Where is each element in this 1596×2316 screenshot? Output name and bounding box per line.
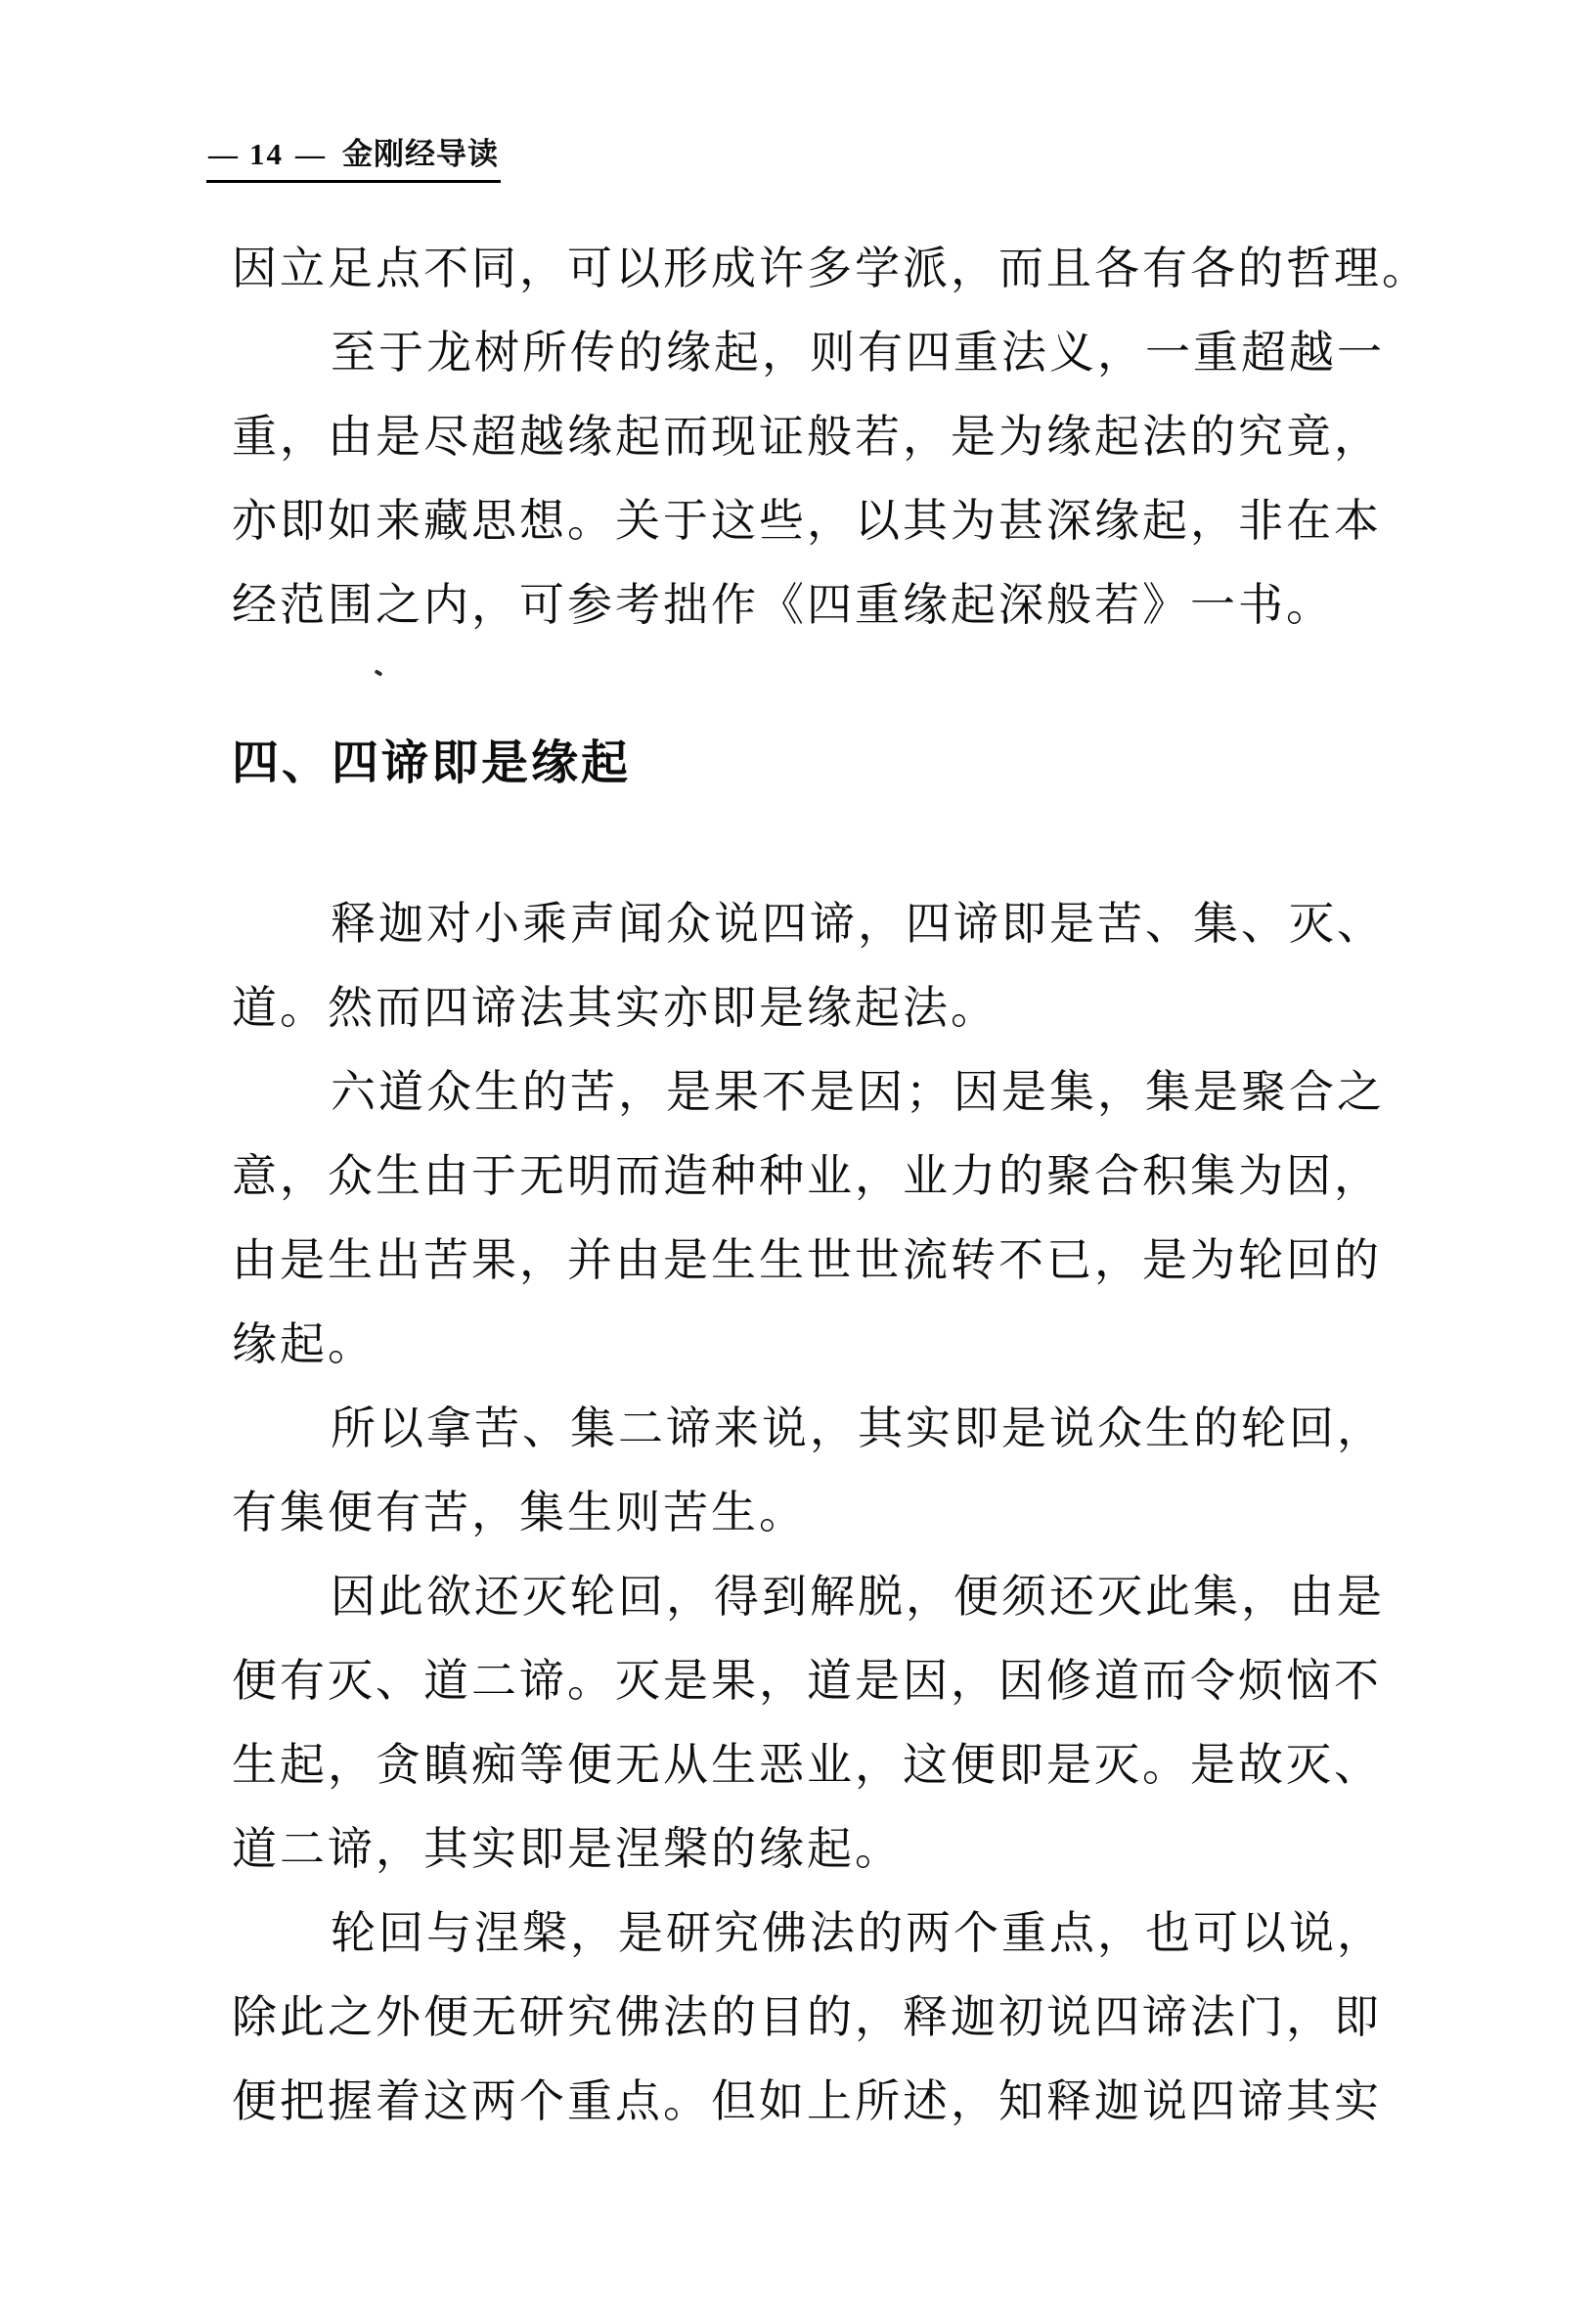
text-line: 有集便有苦，集生则苦生。 bbox=[232, 1488, 807, 1537]
text-line: 六道众生的苦，是果不是因；因是集，集是聚合之 bbox=[331, 1067, 1385, 1117]
text-line: 便有灭、道二谛。灭是果，道是因，因修道而令烦恼不 bbox=[232, 1656, 1382, 1706]
text-line: 除此之外便无研究佛法的目的，释迦初说四谛法门，即 bbox=[232, 1992, 1382, 2042]
text-line: 因立足点不同，可以形成许多学派，而且各有各的哲理。 bbox=[232, 244, 1430, 293]
page-number: 14 bbox=[249, 137, 284, 171]
page-header bbox=[206, 136, 501, 183]
text-line: 意，众生由于无明而造种种业，业力的聚合积集为因， bbox=[232, 1151, 1382, 1201]
text-line: 由是生出苦果，并由是生生世世流转不已，是为轮回的 bbox=[232, 1235, 1382, 1285]
text-line: 释迦对小乘声闻众说四谛，四谛即是苦、集、灭、 bbox=[331, 899, 1385, 949]
text-line: 道。然而四谛法其实亦即是缘起法。 bbox=[232, 983, 998, 1033]
text-line: 生起，贪瞋痴等便无从生恶业，这便即是灭。是故灭、 bbox=[232, 1740, 1382, 1790]
text-line: 便把握着这两个重点。但如上所述，知释迦说四谛其实 bbox=[232, 2076, 1382, 2126]
text-line: 道二谛，其实即是涅槃的缘起。 bbox=[232, 1824, 903, 1874]
text-line: 经范围之内，可参考拙作《四重缘起深般若》一书。 bbox=[232, 580, 1334, 630]
text-line: 轮回与涅槃，是研究佛法的两个重点，也可以说， bbox=[331, 1908, 1385, 1958]
text-line: 至于龙树所传的缘起，则有四重法义，一重超越一 bbox=[331, 328, 1385, 378]
text-line: 所以拿苦、集二谛来说，其实即是说众生的轮回， bbox=[331, 1403, 1385, 1453]
text-line: 重，由是尽超越缘起而现证般若，是为缘起法的究竟， bbox=[232, 412, 1382, 462]
text-line: 亦即如来藏思想。关于这些，以其为甚深缘起，非在本 bbox=[232, 496, 1382, 546]
section-heading: 四、四谛即是缘起 bbox=[232, 737, 632, 789]
text-line: 因此欲还灭轮回，得到解脱，便须还灭此集，由是 bbox=[331, 1572, 1385, 1622]
text-body bbox=[232, 227, 1444, 2144]
header-left-dash: — bbox=[208, 139, 238, 171]
text-line: 缘起。 bbox=[232, 1319, 376, 1369]
header-right-dash: — bbox=[295, 139, 325, 171]
book-title: 金刚经导读 bbox=[342, 137, 499, 171]
